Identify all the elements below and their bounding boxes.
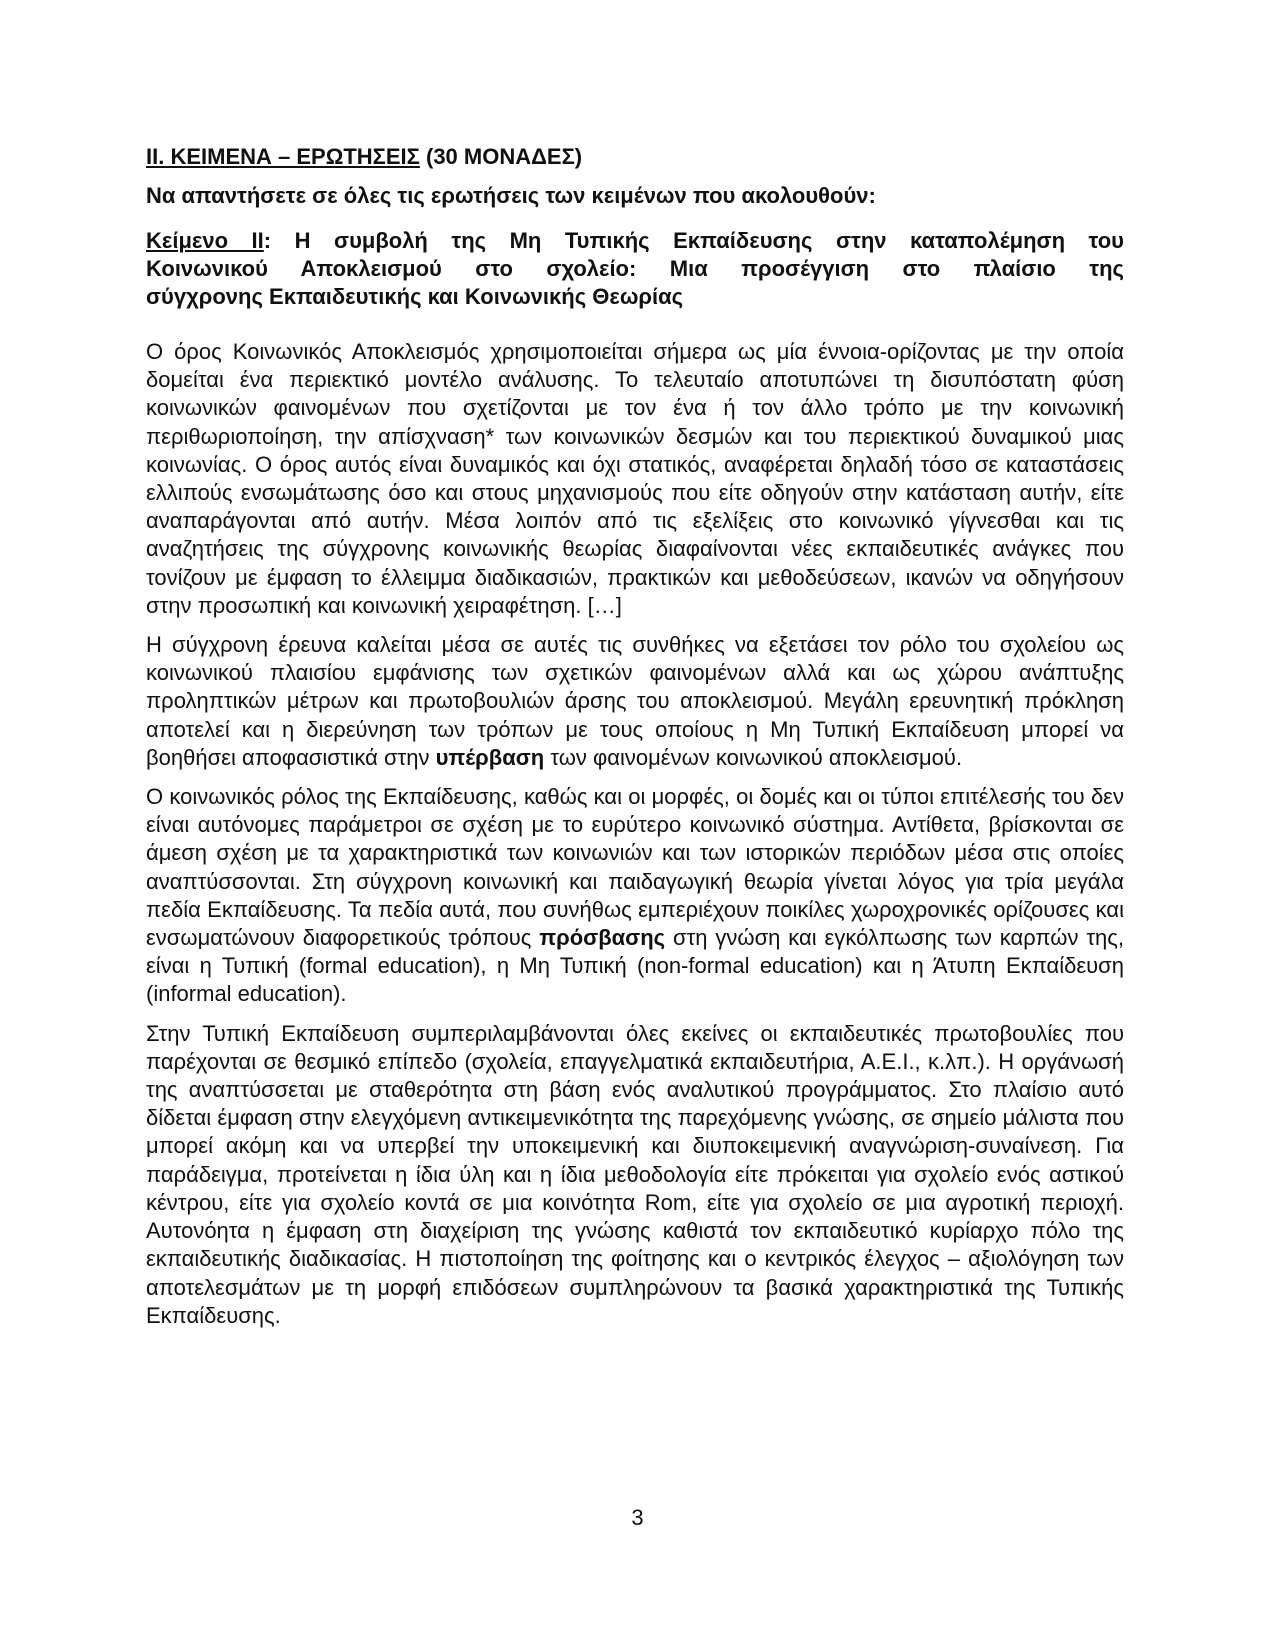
paragraph-3-text-b: στη γνώση και εγκόλπωσης των καρπών της, είναι η Τυπική (formal education), η Μη Τυπική (non-formal education) και η Άτυπη Εκπαίδευση (informal education).	[146, 925, 1125, 1007]
paragraph-4: Στην Τυπική Εκπαίδευση συμπεριλαμβάνονται όλες εκείνες οι εκπαιδευτικές πρωτοβουλίες που παρέχονται σε θεσμικό επίπεδο (σχολεία, επαγγελματικά εκπαιδευτήρια, Α.Ε.Ι., κ.λπ.). Η οργάνωσή της αναπτύσσεται με σταθερότητα στη βάση ενός αναλυτικού προγράμματος. Στο πλαίσιο αυτό δίδεται έμφαση στην ελεγχόμενη αντικειμενικότητα της παρεχόμενης γνώσης, σε σημείο μάλιστα που μπορεί ακόμη και να υπερβεί την υποκειμενική και διυποκειμενική αναγνώριση-συναίνεση. Για παράδειγμα, προτείνεται η ίδια ύλη και η ίδια μεθοδολογία είτε πρόκειται για σχολείο ενός αστικού κέντρου, είτε για σχολείο κοντά σε μια κοινότητα Rom, είτε για σχολείο σε μια αγροτική περιοχή. Αυτονόητα η έμφαση στη διαχείριση της γνώσης καθιστά τον εκπαιδευτικό κυρίαρχο πόλο της εκπαιδευτικής διαδικασίας. Η πιστοποίηση της φοίτησης και ο κεντρικός έλεγχος – αξιολόγηση των αποτελεσμάτων με τη μορφή επιδόσεων συμπληρώνουν τα βασικά χαρακτηριστικά της Τυπικής Εκπαίδευσης.	[146, 1020, 1124, 1328]
page-number: 3	[631, 1505, 644, 1530]
paragraph-3	[146, 783, 1124, 1009]
section-heading-points: (30 ΜΟΝΑΔΕΣ)	[419, 144, 583, 169]
paragraph-2	[146, 631, 1124, 772]
document-page	[146, 143, 1124, 1330]
instruction-text: Να απαντήσετε σε όλες τις ερωτήσεις των κειμένων που ακολουθούν:	[146, 183, 876, 208]
text-title-line-3: σύγχρονης Εκπαιδευτικής και Κοινωνικής Θεωρίας	[146, 284, 684, 309]
paragraph-3-bold-term: πρόσβασης	[539, 925, 666, 951]
paragraph-3-text-a: Ο κοινωνικός ρόλος της Εκπαίδευσης, καθώς και οι μορφές, οι δομές και οι τύποι επιτέλεσής του δεν είναι αυτόνομες παράμετροι σε σχέση με το ευρύτερο κοινωνικό σύστημα. Αντίθετα, βρίσκονται σε άμεση σχέση με τα χαρακτηριστικά των κοινωνιών και των ιστορικών περιόδων μέσα στις οποίες αναπτύσσονται. Στη σύγχρονη κοινωνική και παιδαγωγική θεωρία γίνεται λόγος για τρία μεγάλα πεδία Εκπαίδευσης. Τα πεδία αυτά, που συνήθως εμπεριέχουν ποικίλες χωροχρονικές ορίζουσες και ενσωματώνουν διαφορετικούς τρόπους	[146, 784, 1124, 951]
text-title-line-1	[146, 227, 1124, 255]
paragraph-2-bold-term: υπέρβαση	[435, 744, 545, 770]
section-heading	[146, 143, 1124, 171]
paragraph-1: Ο όρος Κοινωνικός Αποκλεισμός χρησιμοποιείται σήμερα ως μία έννοια-ορίζοντας με την οποία δομείται ένα περιεκτικό μοντέλο ανάλυσης. Το τελευταίο αποτυπώνει τη δισυπόστατη φύση κοινωνικών φαινομένων που σχετίζονται με τον ένα ή τον άλλο τρόπο με την κοινωνική περιθωριοποίηση, την απίσχναση* των κοινωνικών δεσμών και του περιεκτικού δυναμικού μιας κοινωνίας. Ο όρος αυτός είναι δυναμικός και όχι στατικός, αναφέρεται δηλαδή τόσο σε καταστάσεις ελλιπούς ενσωμάτωσης όσο και στους μηχανισμούς που είτε οδηγούν στην κατάσταση αυτήν, είτε αναπαράγονται από αυτήν. Μέσα λοιπόν από τις εξελίξεις στο κοινωνικό γίγνεσθαι και τις αναζητήσεις της σύγχρονης κοινωνικής θεωρίας διαφαίνονται νέες εκπαιδευτικές ανάγκες που τονίζουν με έμφαση το έλλειμμα διαδικασιών, πρακτικών και μεθοδεύσεων, ικανών να οδηγήσουν στην προσωπική και κοινωνική χειραφέτηση. […]	[146, 339, 1124, 618]
text-label: Κείμενο ΙΙ	[146, 228, 264, 253]
text-title-line-2: Κοινωνικού Αποκλεισμού στο σχολείο: Μια προσέγγιση στο πλαίσιο της	[146, 256, 1124, 281]
text-title	[146, 227, 1124, 311]
text-title-part-1: : Η συμβολή της Μη Τυπικής Εκπαίδευσης στην καταπολέμηση του	[263, 228, 1124, 253]
paragraph-2-text-a: Η σύγχρονη έρευνα καλείται μέσα σε αυτές τις συνθήκες να εξετάσει τον ρόλο του σχολείου ως κοινωνικού πλαισίου εμφάνισης των σχετικών φαινομένων αλλά και ως χώρου ανάπτυξης προληπτικών μέτρων και πρωτοβουλιών άρσης του αποκλεισμού. Μεγάλη ερευνητική πρόκληση αποτελεί και η διερεύνηση των τρόπων με τους οποίους η Μη Τυπική Εκπαίδευση μπορεί να βοηθήσει αποφασιστικά στην	[146, 632, 1124, 770]
paragraph-2-text-b: των φαινομένων κοινωνικού αποκλεισμού.	[544, 744, 963, 770]
section-heading-underlined: ΙΙ. ΚΕΙΜΕΝΑ – ΕΡΩΤΗΣΕΙΣ	[146, 144, 420, 169]
